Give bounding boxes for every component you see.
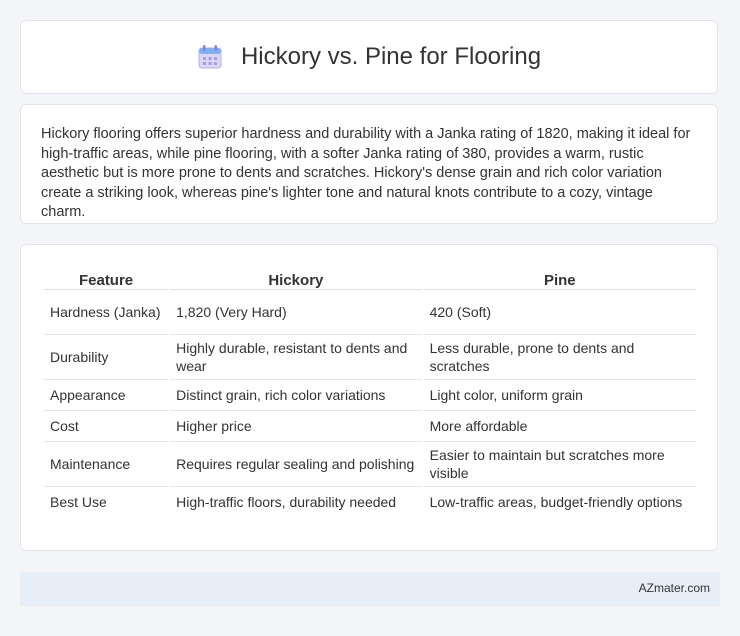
pine-cell: More affordable — [424, 411, 696, 442]
page-title: Hickory vs. Pine for Flooring — [240, 43, 542, 70]
description-text: Hickory flooring offers superior hardness and durability with a Janka rating of 1820, making it ideal for high-traffic areas, while pine flooring, with a softer Janka rating of 380, provides a warm, rustic aesthetic but is more prone to dents and scratches. Hickory's dense grain and rich color variation create a striking look, whereas pine's lighter tone and natural knots contribute to a cozy, vintage charm. — [41, 126, 691, 220]
title-row — [21, 21, 717, 93]
table-row — [44, 290, 696, 335]
header-hickory: Hickory — [170, 265, 421, 290]
feature-cell: Durability — [44, 335, 168, 380]
table-row — [44, 442, 696, 487]
feature-cell: Appearance — [44, 380, 168, 411]
header-pine: Pine — [424, 265, 696, 290]
hickory-cell: High-traffic floors, durability needed — [176, 494, 397, 510]
table-row — [44, 335, 696, 380]
table-row — [44, 380, 696, 411]
feature-cell: Maintenance — [44, 442, 168, 487]
footer-credit: AZmater.com — [638, 581, 710, 595]
table-header-row — [44, 265, 696, 290]
feature-cell: Best Use — [50, 494, 107, 510]
pine-cell: Light color, uniform grain — [424, 380, 696, 411]
hickory-cell: Highly durable, resistant to dents and wear — [170, 335, 421, 380]
pine-cell: Easier to maintain but scratches more visible — [424, 442, 696, 487]
description-card — [20, 104, 718, 224]
hickory-cell: Distinct grain, rich color variations — [170, 380, 421, 411]
hickory-cell: 1,820 (Very Hard) — [170, 290, 421, 335]
header-feature: Feature — [44, 265, 168, 290]
hickory-cell: Requires regular sealing and polishing — [170, 442, 421, 487]
pine-cell: Less durable, prone to dents and scratches — [424, 335, 696, 380]
hickory-cell: Higher price — [170, 411, 421, 442]
calendar-icon — [197, 44, 223, 70]
footer-bar — [20, 572, 720, 606]
table-row — [44, 411, 696, 442]
table-row — [44, 487, 696, 517]
pine-cell: 420 (Soft) — [424, 290, 696, 335]
feature-cell: Cost — [44, 411, 168, 442]
feature-cell: Hardness (Janka) — [44, 290, 168, 335]
title-card — [20, 20, 718, 94]
comparison-table — [42, 265, 698, 517]
pine-cell: Low-traffic areas, budget-friendly options — [429, 494, 683, 510]
comparison-card — [20, 244, 718, 551]
